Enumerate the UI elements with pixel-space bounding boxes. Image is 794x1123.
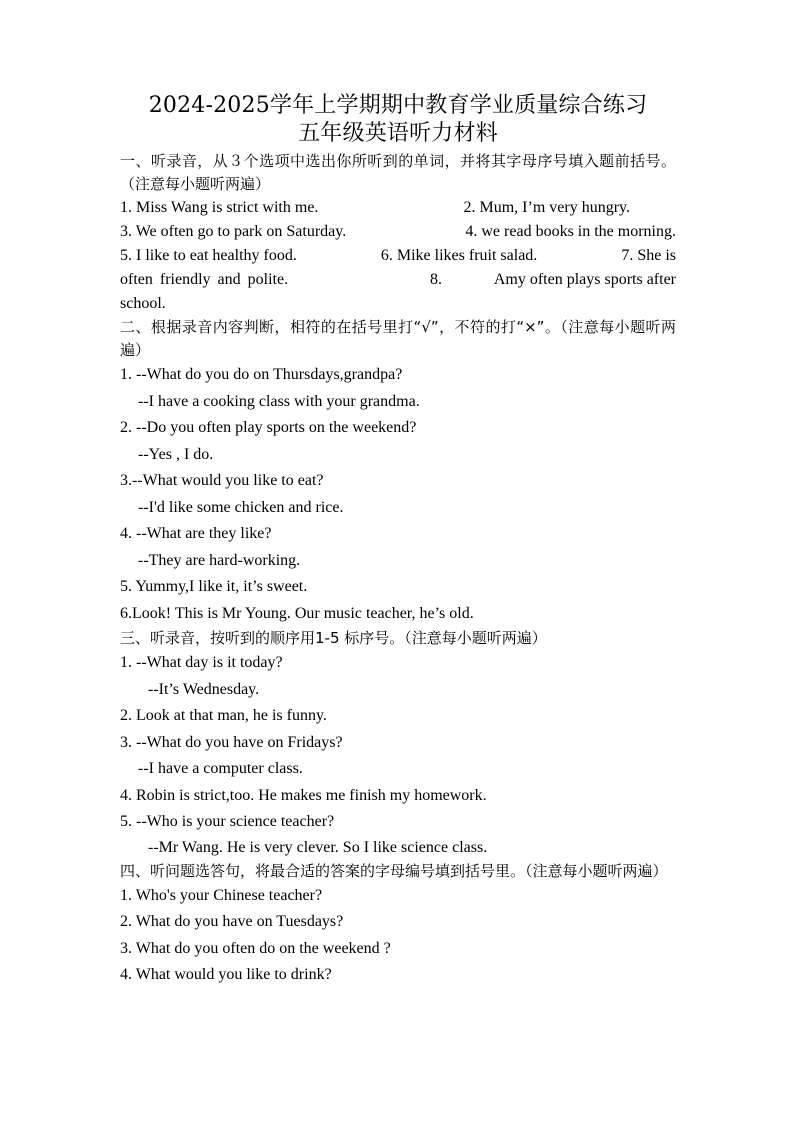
question-item: 2. Mum, I’m very hungry. — [463, 199, 630, 216]
question-item: 6. Mike likes fruit salad. — [380, 247, 538, 264]
section-instruction: 四、听问题选答句，将最合适的答案的字母编号填到括号里。（注意每小题听两遍） — [120, 861, 668, 880]
dialogue-line: 4. Robin is strict,too. He makes me finish my homework. — [120, 786, 487, 804]
dialogue-line: 5. Yummy,I like it, it’s sweet. — [120, 578, 308, 595]
dialogue-line: 4. --What are they like? — [120, 525, 272, 542]
dialogue-line: --It’s Wednesday. — [148, 680, 260, 698]
document-page — [120, 92, 676, 989]
dialogue-line: 1. --What day is it today? — [120, 654, 283, 671]
question-item: 7. She is — [621, 247, 676, 264]
question-row — [120, 220, 676, 244]
document-title: 2024-2025学年上学期期中教育学业质量综合练习 — [148, 93, 648, 118]
section-part4 — [120, 860, 676, 989]
question-row — [120, 268, 676, 292]
question-line: 2. What do you have on Tuesdays? — [120, 913, 344, 930]
question-item: 8. — [429, 271, 442, 288]
question-line: 4. What would you like to drink? — [120, 966, 332, 983]
dialogue-line: --Mr Wang. He is very clever. So I like science class. — [148, 838, 488, 856]
section-part2 — [120, 316, 676, 627]
dialogue-line: 3.--What would you like to eat? — [120, 472, 324, 489]
section-part3 — [120, 627, 676, 860]
section-instruction: 一、听录音，从３个选项中选出你所听到的单词，并将其字母序号填入题前括号。（注意每小题听两遍） — [120, 152, 676, 193]
question-item: 5. I like to eat healthy food. — [120, 247, 297, 264]
dialogue-line: 3. --What do you have on Fridays? — [120, 733, 343, 751]
dialogue-line: 5. --Who is your science teacher? — [120, 813, 335, 830]
dialogue-line: --Yes , I do. — [138, 445, 214, 463]
dialogue-line: 6.Look! This is Mr Young. Our music teacher, he’s old. — [120, 604, 474, 622]
dialogue-line: --I have a cooking class with your grandma. — [138, 392, 420, 410]
question-item: 1. Miss Wang is strict with me. — [120, 199, 319, 216]
dialogue-line: 2. --Do you often play sports on the weekend? — [120, 419, 417, 436]
section-instruction: 二、根据录音内容判断，相符的在括号里打“√”，不符的打“×”。（注意每小题听两遍） — [120, 318, 676, 359]
question-item: 3. We often go to park on Saturday. — [120, 223, 347, 240]
question-row — [120, 244, 676, 268]
dialogue-line: 1. --What do you do on Thursdays,grandpa? — [120, 366, 403, 383]
question-line: 1. Who's your Chinese teacher? — [120, 886, 323, 904]
dialogue-line: --I have a computer class. — [138, 760, 303, 777]
question-item: 4. we read books in the morning. — [465, 223, 676, 240]
document-subtitle: 五年级英语听力材料 — [298, 121, 498, 146]
dialogue-line: --They are hard-working. — [138, 551, 301, 569]
dialogue-line: --I'd like some chicken and rice. — [138, 498, 344, 516]
question-item: often friendly and polite. — [120, 271, 289, 288]
section-instruction: 三、听录音，按听到的顺序用1-5 标序号。（注意每小题听两遍） — [120, 629, 547, 647]
question-item: school. — [120, 295, 166, 312]
dialogue-line: 2. Look at that man, he is funny. — [120, 707, 327, 724]
question-row — [120, 196, 676, 220]
question-item: Amy often plays sports after — [493, 271, 676, 288]
question-line: 3. What do you often do on the weekend ? — [120, 939, 391, 957]
section-part1 — [120, 150, 676, 316]
